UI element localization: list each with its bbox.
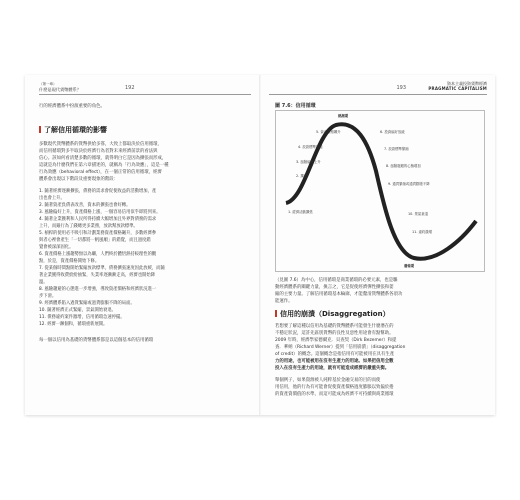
list-item: 上升，而銀行為了錢總更多業務，放款幫放款標準。 <box>39 224 138 229</box>
heading-text: 信用的崩潰（Disaggregation） <box>280 310 390 318</box>
list-item: 4. 隨著企業獲利和人民所得持續大幅增加且外界對債務的需求 <box>39 217 157 222</box>
list-item: 9. 經濟體系陷入過貨緊縮或過貨膨脹不降的局面。 <box>39 301 135 306</box>
text-line: 力的用途，也可能被用在沒有生產力的用途。如果把信用全數 <box>275 359 394 364</box>
text-line: （見圖 7.6）為中心，信用循環是商業循環的必要元素，也是驅 <box>275 278 398 283</box>
list-item: 點，於是，資產價格開始下修。 <box>39 259 100 264</box>
list-item: 步下滑。 <box>39 294 57 299</box>
text-line: 若想要了解這種以信用為基礎的貨幣體系可能發生什麼潛在的 <box>275 324 394 329</box>
heading-bar-icon <box>39 126 41 133</box>
credit-cycle-curve <box>276 111 484 271</box>
section-heading-credit-cycle <box>39 125 107 135</box>
list-item: 覺會被深深固化。 <box>39 245 74 250</box>
left-footer-line <box>39 337 251 344</box>
left-intro-paragraph <box>39 141 251 183</box>
right-page-number: 193 <box>396 85 406 91</box>
right-page <box>261 75 495 415</box>
text-line: 的資產資價值的水準，而這可能成為經濟不可持續與商業循環 <box>275 392 394 397</box>
credit-cycle-figure <box>275 110 485 272</box>
text-line: 而信用循環對多半取決於經濟行為者對未來經濟前景的看法與 <box>39 149 158 154</box>
text-line: 2009 年時，經濟學家德爾克．貝查契（Dirk Bezemer）和提 <box>275 338 397 343</box>
left-page-number: 192 <box>125 85 135 91</box>
stage-label: 9. 通貨緊縮或通貨膨脹不降 <box>388 182 430 186</box>
right-paragraph-2 <box>275 377 487 398</box>
text-line: 動經濟體系的關鍵力量，換言之，它是促使經濟彈性擴張和萎 <box>275 285 394 290</box>
list-item: 5. 槓桿的使用必不吸引和計劃業務資產價格飆升，多數經濟參 <box>39 231 157 236</box>
text-line: 用信用，他的行為有可能會促使資產價格過度膨脹以致偏於捲 <box>275 385 394 390</box>
text-line: 體系會出現以下階段及重要現象的階段： <box>39 177 119 182</box>
stage-label: 11. 違約激增 <box>412 230 433 234</box>
stage-label: 8. 風險趨避的心態增加 <box>386 164 421 168</box>
left-header-rule <box>39 94 251 95</box>
stage-label: 5. 資產價格飆升 <box>316 130 341 134</box>
boom-label: 熱潮期 <box>338 114 349 118</box>
list-item: 8. 風險趨避的心態進一步增強，導致資產價格和經濟狀況進一 <box>39 287 157 292</box>
text-line: 每一個以信用為基礎的貨幣體系都是以這個基本的信用循環 <box>39 338 154 343</box>
heading-bar-icon <box>275 310 277 317</box>
chapter-title: 什麼是現代貨幣體系？ <box>39 87 81 92</box>
stage-label: 2. 擴張 <box>296 174 308 178</box>
list-item: 2. 隨著資產負債表改善，資本的擴張也會好轉。 <box>39 203 131 208</box>
book-spread <box>25 75 495 415</box>
stage-label: 7. 放款標準緊縮 <box>384 147 409 151</box>
list-item: 6. 資產價格上漲趨勢無以為繼，人們終於體悟熱持較理性的觀 <box>39 252 157 257</box>
list-item: 著企業獲得收費紛紛抽緊，失業率逐漸漸走高，經濟也開始降 <box>39 273 156 278</box>
list-item: 11. 債務違約案件激增，信用循環急速停擺。 <box>39 315 125 320</box>
right-mid-paragraph <box>275 277 487 305</box>
stage-label: 4. 放款標準放鬆 <box>298 145 323 149</box>
stage-label: 1. 經濟活動擴張 <box>288 210 313 214</box>
text-line: of credit）的概念。這個概念是指信用有可能被用在具有生產 <box>275 352 395 357</box>
right-running-header <box>428 81 487 91</box>
credit-cycle-stage-list <box>39 188 251 328</box>
list-item: 與者心裡會產生「一切都將一帆風順」的錯覺，而且過度錯 <box>39 238 151 243</box>
text-line: 多數現代貨幣體系的貨幣供給多寡，大致上都取決於信用循環， <box>39 142 162 147</box>
bust-label: 蕭條期 <box>404 264 415 268</box>
list-item: 12. 經濟一蹶個和，循環重新展開。 <box>39 322 108 327</box>
list-item: 溫。 <box>39 280 48 285</box>
text-line: 信心。該如何看清楚多數的循環，就得明白它是因為擴張而形成， <box>39 156 167 161</box>
figure-title: 圖 7.6：信用循環 <box>275 103 316 109</box>
list-item: 10. 隨著經濟正式緊縮，景氣開始衰退。 <box>39 308 116 313</box>
text-line: 查．華納（Richard Werner）提到「信用崩潰」（disaggregation <box>275 345 406 350</box>
stage-label: 6. 投資偏好放緩 <box>380 130 405 134</box>
right-paragraph-1 <box>275 323 487 372</box>
list-item: 7. 從某個時間點開始緊縮放款標準，債務擴張速度因此放緩，而隨 <box>39 266 165 271</box>
right-header-rule <box>269 94 487 95</box>
text-line: 投入在沒有生產力的用途，就有可能造成經濟的嚴重失衡。 <box>275 366 390 371</box>
stage-label: 10. 景氣衰退 <box>408 212 429 216</box>
book-title: 資本主義投資貨幣經濟 <box>447 81 487 86</box>
book-title-english: PRAGMATIC CAPITALISM <box>428 86 487 91</box>
text-line: 縮的主要力量。了解信用循環基本輪廓，才能釐清貨幣體系各項功 <box>275 292 403 297</box>
text-line: 行為效應（behavioral effect），在一個正常的信用循環，經濟 <box>39 170 162 175</box>
heading-text: 了解信用循環的影響 <box>44 126 107 134</box>
text-line: 這就是為什麼我們在第六章描述的，就稱為「行為效應」，這是一種 <box>39 163 169 168</box>
list-item: 出也會上升。 <box>39 196 65 201</box>
chapter-mark: （第一章） <box>39 82 57 86</box>
text-line: 不穩定狀況，這許先區別貨幣的良性及惡性用途會有點幫助。 <box>275 331 394 336</box>
text-line: 舉個例子，如果資源被人純粹基於金融交易的目的而使 <box>275 378 381 383</box>
stage-label: 3. 風險偏好上升 <box>296 160 321 164</box>
list-item: 3. 風險偏好上升，資產價格上漲，一個容易信用似乎即將到來。 <box>39 210 161 215</box>
section-heading-disaggregation <box>275 309 390 319</box>
left-running-header <box>39 82 81 92</box>
list-item: 1. 隨著經濟逐漸擴張，債務的需求會促使收益的活動增加，產 <box>39 189 157 194</box>
text-line: 行的經濟體系中扮演重要的角色。 <box>39 104 105 109</box>
left-top-text <box>39 103 251 110</box>
left-page <box>25 75 259 415</box>
text-line: 能運作。 <box>275 299 293 304</box>
